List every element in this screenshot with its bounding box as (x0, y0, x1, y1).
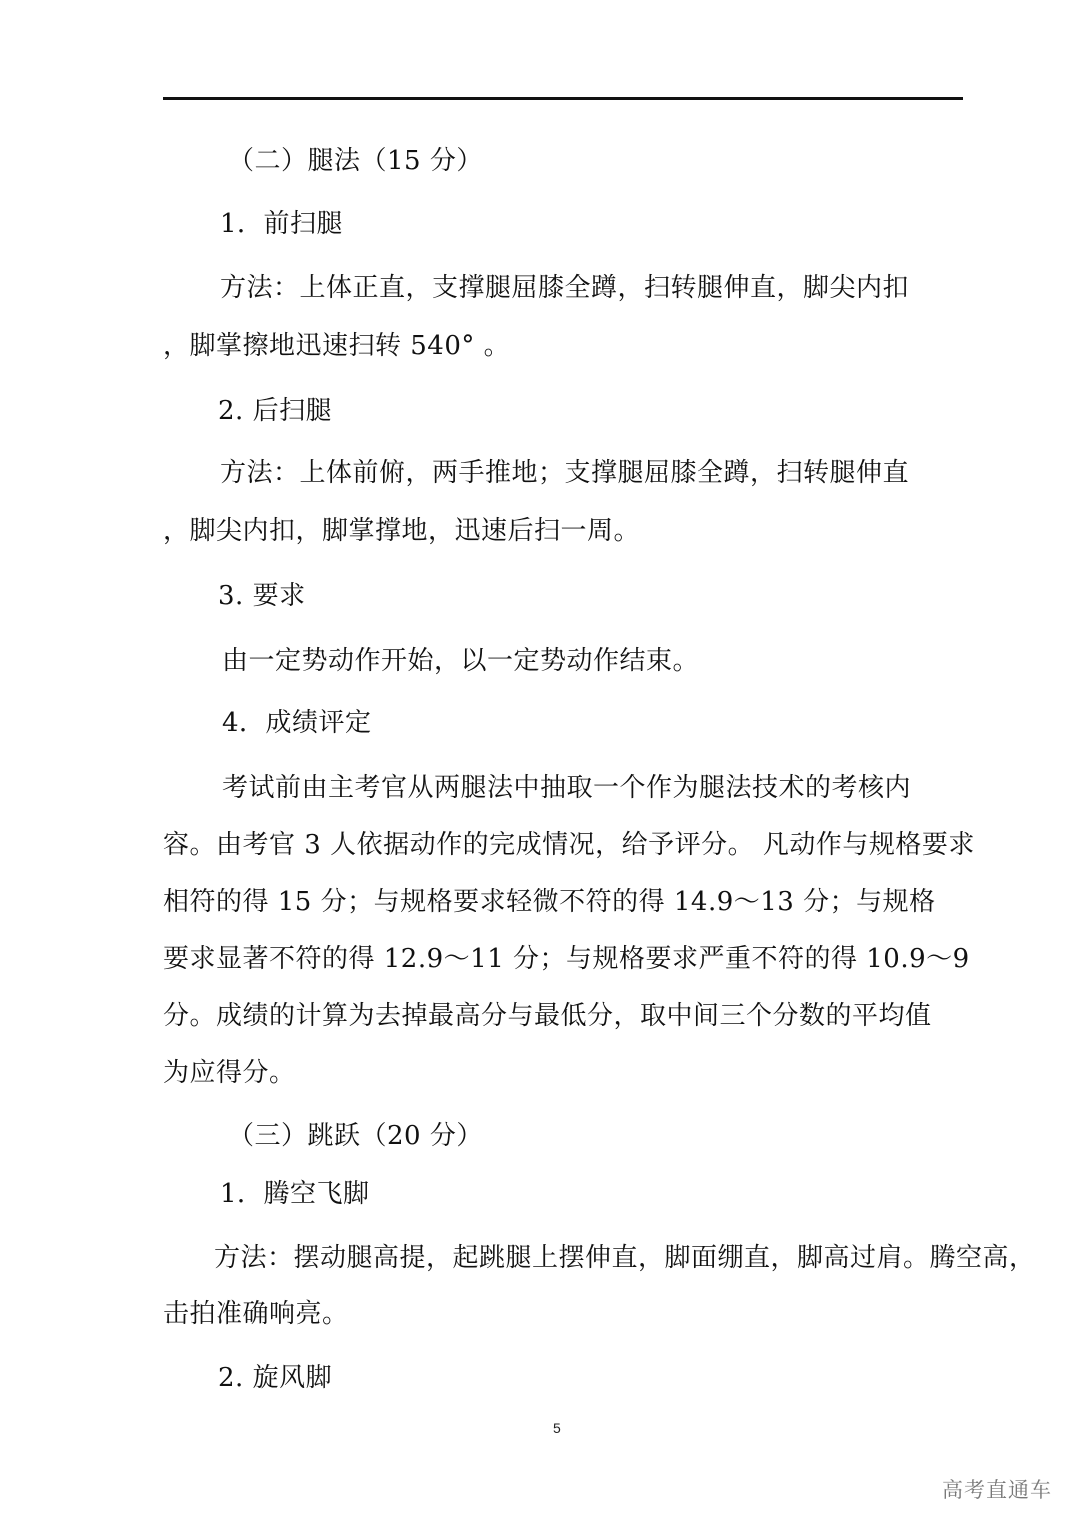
grading-text-line: 考试前由主考官从两腿法中抽取一个作为腿法技术的考核内 (222, 773, 912, 803)
grading-text-line: 分。成绩的计算为去掉最高分与最低分，取中间三个分数的平均值 (163, 1001, 932, 1031)
section-heading-jumps: （三）跳跃（20 分） (228, 1121, 483, 1151)
grading-text-line: 要求显著不符的得 12.9～11 分；与规格要求严重不符的得 10.9～9 (163, 944, 970, 974)
item-title-back-sweep: 2. 后扫腿 (218, 396, 333, 426)
method-text-flying-kick-2: 击拍准确响亮。 (163, 1299, 349, 1329)
item-title-requirements: 3. 要求 (218, 581, 306, 611)
method-text-front-sweep-1: 方法：上体正直，支撑腿屈膝全蹲，扫转腿伸直，脚尖内扣 (220, 273, 910, 303)
section-heading-leg-techniques: （二）腿法（15 分） (228, 146, 483, 176)
requirements-text: 由一定势动作开始，以一定势动作结束。 (222, 646, 700, 676)
item-title-grading: 4．成绩评定 (222, 708, 372, 738)
grading-text-line: 容。由考官 3 人依据动作的完成情况，给予评分。 凡动作与规格要求 (163, 830, 975, 860)
method-text-back-sweep-1: 方法：上体前俯，两手推地；支撑腿屈膝全蹲，扫转腿伸直 (220, 458, 910, 488)
header-rule (163, 97, 963, 100)
item-title-whirlwind-kick: 2. 旋风脚 (218, 1363, 333, 1393)
method-text-front-sweep-2: ，脚掌擦地迅速扫转 540° 。 (163, 331, 511, 361)
method-text-back-sweep-2: ，脚尖内扣，脚掌撑地，迅速后扫一周。 (163, 516, 641, 546)
grading-text-line: 为应得分。 (163, 1058, 296, 1088)
grading-text-line: 相符的得 15 分；与规格要求轻微不符的得 14.9～13 分；与规格 (163, 887, 936, 917)
page-number: 5 (553, 1420, 561, 1436)
watermark: 高考直通车 (942, 1478, 1052, 1502)
item-title-flying-kick: 1．腾空飞脚 (220, 1179, 370, 1209)
method-text-flying-kick-1: 方法：摆动腿高提，起跳腿上摆伸直，脚面绷直，脚高过肩。腾空高， (214, 1243, 1036, 1273)
item-title-front-sweep: 1．前扫腿 (220, 209, 344, 239)
